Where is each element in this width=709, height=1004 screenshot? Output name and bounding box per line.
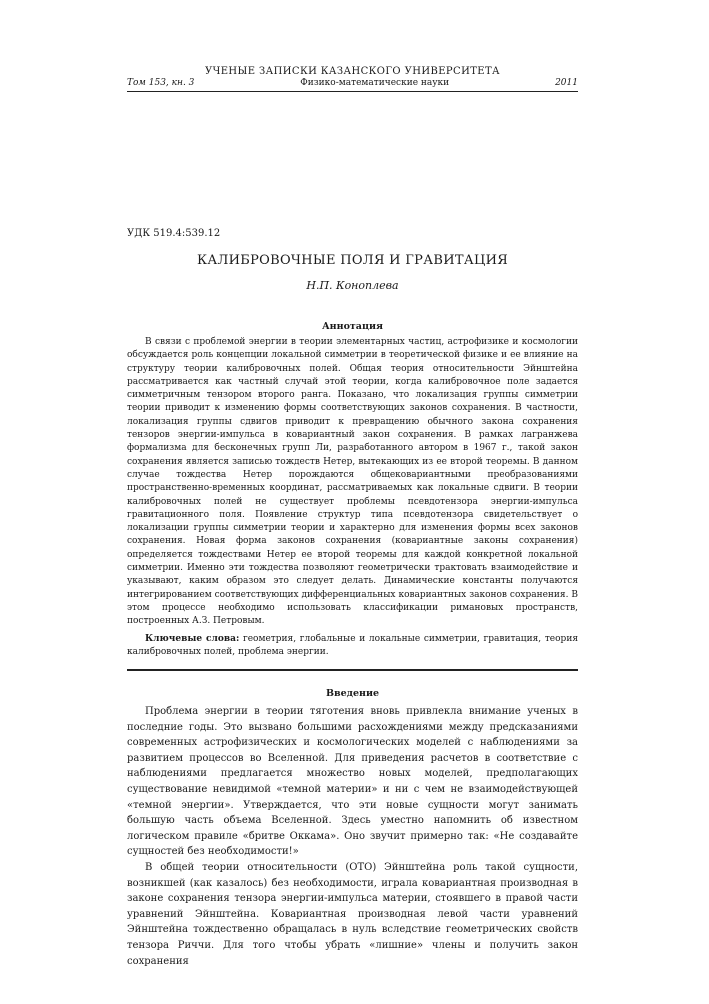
udc-code: УДК 519.4:539.12	[127, 228, 221, 239]
abstract-text: В связи с проблемой энергии в теории элементарных частиц, астрофизике и космологии обсуждается роль концепции локальной симметрии в теоретической физике и ее влияние на структуру теории калибровочных полей. Общая теория относительности Эйнштейна рассматривается как частный случай этой теории, когда калибровочное поле задается симметричным тензором второго ранга. Показано, что локализация группы симметрии теории приводит к изменению формы соответствующих законов сохранения. В частности, локализация группы сдвигов приводит к превращению обычного закона сохранения тензоров энергии-импульса в ковариантный закон сохранения. В рамках лагранжева формализма для бесконечных групп Ли, разработанного автором в 1967 г., такой закон сохранения является записью тождеств Нетер, вытекающих из ее второй теоремы. В данном случае тождества Нетер порождаются общековариантными преобразованиями пространственно-временных координат, рассматриваемых как локальные сдвиги. В теории калибровочных полей не существует проблемы псевдотензора энергии-импульса гравитационного поля. Появление структур типа псевдотензора свидетельствует о локализации группы симметрии теории и характерно для изменения формы всех законов сохранения. Новая форма законов сохранения (ковариантные законы сохранения) определяется тождествами Нетер ее второй теоремы для каждой конкретной локальной симметрии. Именно эти тождества позволяют геометрически трактовать взаимодействие и указывают, каким образом это следует делать. Динамические константы получаются интегрированием соответствующих дифференциальных ковариантных законов сохранения. В этом процессе необходимо использовать классификации римановых пространств, построенных А.З. Петровым.	[127, 337, 578, 627]
keywords-label: Ключевые слова:	[145, 633, 240, 644]
abstract	[127, 336, 578, 659]
intro-heading: Введение	[325, 688, 380, 699]
intro-body	[127, 704, 578, 969]
intro-paragraph-2: В общей теории относительности (ОТО) Эйнштейна роль такой сущности, возникшей (как казалось) без необходимости, играла ковариантная производная в законе сохранения тензора энергии-импульса материи, стоявшего в правой части уравнений Эйнштейна. Ковариантная производная левой части уравнений Эйнштейна тождественно обращалась в нуль вследствие геометрических свойств тензора Риччи. Для того чтобы убрать «лишние» члены и получить закон сохранения	[127, 861, 578, 967]
abstract-heading: Аннотация	[321, 321, 384, 332]
intro-paragraph-1: Проблема энергии в теории тяготения вновь привлекла внимание ученых в последние годы. Это вызвано большими расхождениями между предсказаниями современных астрофизических и космологических моделей с наблюдениями за развитием процессов во Вселенной. Для приведения расчетов в соответствие с наблюдениями предлагается множество новых моделей, предполагающих существование невидимой «темной материи» и ни с чем не взаимодействующей «темной энергии». Утверждается, что эти новые сущности могут занимать большую часть объема Вселенной. Здесь уместно напомнить об известном логическом правиле «бритве Оккама». Оно звучит примерно так: «Не создавайте сущностей без необходимости!»	[127, 706, 578, 858]
page	[127, 66, 578, 967]
section-divider	[127, 669, 578, 671]
article-title: КАЛИБРОВОЧНЫЕ ПОЛЯ И ГРАВИТАЦИЯ	[196, 253, 509, 268]
running-header	[127, 78, 578, 89]
keywords-list: геометрия, глобальные и локальные симметрии, гравитация, теория калибровочных полей, проблема энергии.	[127, 633, 578, 657]
article-authors: Н.П. Коноплева	[306, 279, 399, 292]
journal-title: УЧЕНЫЕ ЗАПИСКИ КАЗАНСКОГО УНИВЕРСИТЕТА	[204, 66, 501, 77]
keywords	[127, 633, 578, 660]
year: 2011	[555, 78, 578, 88]
header-divider	[127, 91, 578, 92]
volume-info: Том 153, кн. 3	[127, 78, 195, 88]
series-name: Физико-математические науки	[300, 78, 450, 88]
